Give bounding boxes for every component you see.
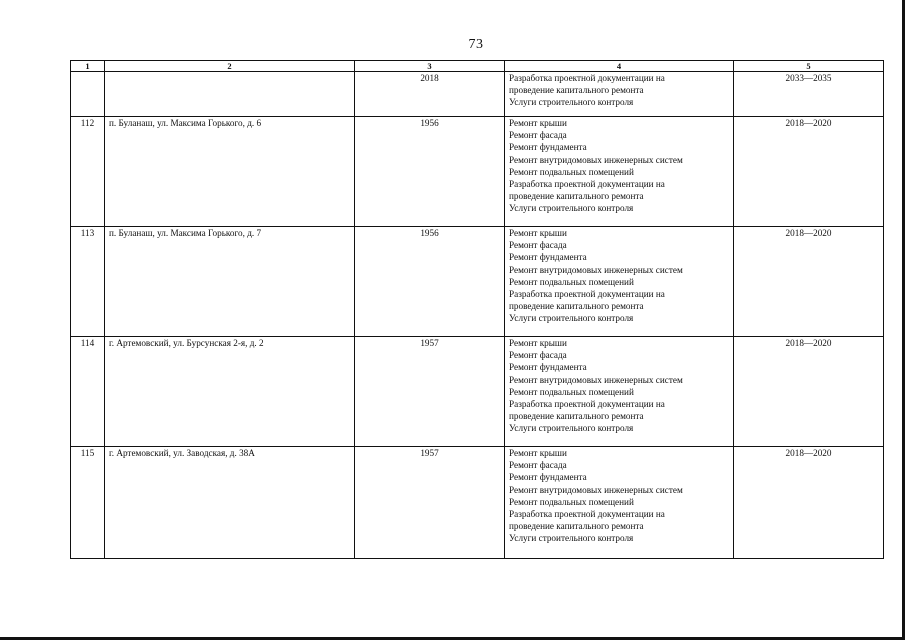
work-item: Ремонт внутридомовых инженерных систем [509,154,683,165]
works-cell [505,227,734,337]
work-item: Ремонт подвальных помещений [509,496,634,507]
work-item: Ремонт крыши [509,228,567,238]
period-cell: 2033—2035 [734,72,884,117]
work-item: Разработка проектной документации на [509,509,665,520]
work-item: проведение капитального ремонта [509,301,644,312]
table-row [71,117,884,227]
work-item: Ремонт фундамента [509,472,587,483]
table-row-continuation [71,72,884,117]
header-col-3: 3 [355,61,505,72]
work-item: проведение капитального ремонта [509,191,644,202]
work-item: Ремонт крыши [509,338,567,348]
work-item: Разработка проектной документации на [509,179,665,190]
works-cell [505,447,734,559]
address-cell: г. Артемовский, ул. Заводская, д. 38А [105,447,355,559]
works-cell [505,117,734,227]
works-cell [505,72,734,117]
address-cell: п. Буланаш, ул. Максима Горького, д. 6 [105,117,355,227]
work-item: Ремонт подвальных помещений [509,386,634,397]
row-number-cell: 114 [71,337,105,447]
work-item: Ремонт фасада [509,460,567,471]
year-cell: 1956 [355,227,505,337]
work-item: Ремонт фасада [509,130,567,141]
work-item: Ремонт фундамента [509,362,587,373]
period-cell: 2018—2020 [734,117,884,227]
work-item: Ремонт подвальных помещений [509,166,634,177]
work-item: проведение капитального ремонта [509,411,644,422]
year-cell: 1957 [355,337,505,447]
address-cell: г. Артемовский, ул. Бурсунская 2-я, д. 2 [105,337,355,447]
work-item: Услуги строительного контроля [509,97,634,108]
work-item: Ремонт крыши [509,448,567,458]
work-item: Разработка проектной документации на [509,399,665,410]
work-item: Ремонт внутридомовых инженерных систем [509,264,683,275]
row-number-cell: 113 [71,227,105,337]
work-item: Ремонт фундамента [509,252,587,263]
work-item: Ремонт фасада [509,350,567,361]
repair-schedule-table [70,60,884,559]
table-row [71,337,884,447]
page-number: 73 [468,37,484,52]
works-cell [505,337,734,447]
work-item: проведение капитального ремонта [509,521,644,532]
table-row [71,447,884,559]
work-item: Ремонт внутридомовых инженерных систем [509,374,683,385]
table-row [71,227,884,337]
period-cell: 2018—2020 [734,337,884,447]
header-col-2: 2 [105,61,355,72]
year-cell: 1957 [355,447,505,559]
year-cell: 2018 [355,72,505,117]
work-item: Разработка проектной документации на [509,289,665,300]
address-cell [105,72,355,117]
row-number-cell [71,72,105,117]
address-cell: п. Буланаш, ул. Максима Горького, д. 7 [105,227,355,337]
work-item: проведение капитального ремонта [509,85,644,96]
header-col-1: 1 [71,61,105,72]
row-number-cell: 115 [71,447,105,559]
year-cell: 1956 [355,117,505,227]
work-item: Услуги строительного контроля [509,423,634,434]
work-item: Ремонт подвальных помещений [509,276,634,287]
work-item: Услуги строительного контроля [509,533,634,544]
header-col-5: 5 [734,61,884,72]
period-cell: 2018—2020 [734,227,884,337]
work-item: Ремонт фасада [509,240,567,251]
work-item: Ремонт крыши [509,118,567,128]
work-item: Ремонт фундамента [509,142,587,153]
work-item: Разработка проектной документации на [509,73,665,83]
row-number-cell: 112 [71,117,105,227]
work-item: Услуги строительного контроля [509,313,634,324]
work-item: Услуги строительного контроля [509,203,634,214]
header-col-4: 4 [505,61,734,72]
work-item: Ремонт внутридомовых инженерных систем [509,484,683,495]
period-cell: 2018—2020 [734,447,884,559]
header-row [71,61,884,72]
